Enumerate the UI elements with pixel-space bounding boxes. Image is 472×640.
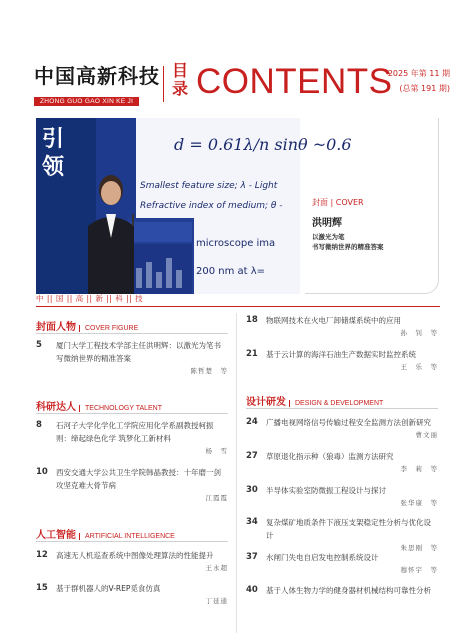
entry-author: 孙 钊 等 [400,329,438,337]
contents-heading: CONTENTS [196,62,393,101]
entry-author: 张华康 等 [400,499,438,507]
header-divider [163,66,164,102]
section-header-technology-talent [36,398,162,413]
entry-title: 水闸门失电自启发电控制系统设计 [266,553,379,562]
entry-author: 王 乐 等 [400,363,438,371]
entry-author: 李 莉 等 [400,465,438,473]
section-en: ARTIFICIAL INTELLIGENCE [79,533,175,540]
entry-page: 37 [246,552,258,562]
entry-title: 广播电视网络信号传输过程安全监测方法创新研究 [266,418,431,427]
photo-line-3: microscope ima [196,238,276,249]
cover-desc-line-1: 以激光为笔 [312,233,345,241]
entry-title: 物联网技术在火电厂卸储煤系统中的应用 [266,316,401,325]
issue-info [388,66,450,96]
section-rule [36,333,228,334]
entry-title: 基于人体生物力学的健身器材机械结构可靠性分析 [266,586,431,595]
toc-entry[interactable] [36,549,228,575]
section-rule [36,413,228,414]
entry-page: 8 [36,420,42,430]
entry-author: 朱思刚 等 [400,544,438,552]
entry-author: 王永超 [205,564,228,572]
photo-line-4: 200 nm at λ= [196,266,266,277]
toc-entry[interactable] [246,551,438,577]
entry-title: 草原退化指示种（狼毒）监测方法研究 [266,452,394,461]
cover-person-name: 洪明辉 [312,218,342,229]
entry-author: 丁延通 [205,597,228,605]
photo-line-2: Refractive index of medium; θ - [140,201,283,211]
entry-page: 34 [246,517,258,527]
entry-author: 陈哲楚 等 [190,367,228,375]
toc-entry[interactable] [246,584,446,597]
entry-page: 24 [246,417,258,427]
toc-entry[interactable] [246,314,438,340]
toc-entry[interactable] [36,339,228,378]
entry-title: 半导体实验室防微振工程设计与探讨 [266,486,386,495]
entry-page: 12 [36,550,48,560]
magazine-title: 中国高新科技 [34,64,160,88]
magazine-pinyin: ZHONG GUO GAO XIN KE JI [34,97,139,106]
section-rule [246,408,438,409]
entry-page: 27 [246,451,258,461]
strip-rule [36,306,440,307]
section-cn: 封面人物 [36,322,76,333]
column-divider [236,313,237,633]
photo-formula: d = 0.61λ/n sinθ ~0.6 [174,135,352,154]
toc-entry[interactable] [246,416,438,442]
toc-entry[interactable] [246,516,438,555]
section-cn: 人工智能 [36,530,76,541]
section-cn: 科研达人 [36,402,76,413]
entry-title: 厦门大学工程技术学部主任洪明辉：以激光为笔书写微纳世界的精准答案 [56,341,221,363]
entry-author: 穆怀宇 等 [400,566,438,574]
entry-page: 40 [246,585,258,595]
toc-entry[interactable] [36,582,228,608]
entry-page: 15 [36,583,48,593]
entry-page: 21 [246,349,258,359]
entry-page: 5 [36,340,42,350]
toc-entry[interactable] [246,348,438,374]
entry-title: 基于群机器人的V-REP觅食仿真 [56,584,161,593]
mulu-label [171,62,189,98]
cover-description [312,232,384,252]
mulu-text: 目 录 [171,61,188,98]
section-en: DESIGN & DEVELOPMENT [289,400,383,407]
photo-side-char-1: 引 [42,127,65,152]
photo-side-char-2: 领 [42,155,65,180]
section-en: COVER FIGURE [79,325,138,332]
toc-entry[interactable] [246,450,438,476]
section-rule [36,541,228,542]
entry-author: 曹文丽 [415,431,438,439]
entry-title: 西安交通大学公共卫生学院韩晶教授：十年磨一剑 攻坚克难大骨节病 [56,468,221,490]
entry-page: 18 [246,315,258,325]
section-cn: 设计研发 [246,397,286,408]
cover-label: 封面 | COVER [312,198,364,207]
section-header-cover-figure [36,318,138,333]
section-header-design-development [246,393,383,408]
section-header-artificial-intelligence [36,526,175,541]
entry-title: 基于云计算的海洋石油生产数据实时监控系统 [266,350,416,359]
section-strip: 中 || 国 || 高 || 新 || 科 || 技 [36,294,144,303]
entry-author: 江霞霞 [205,494,228,502]
entry-page: 10 [36,467,48,477]
cover-desc-line-2: 书写微纳世界的精准答案 [312,243,384,251]
section-en: TECHNOLOGY TALENT [79,405,162,412]
issue-number: 2025 年第 11 期 [387,69,450,78]
masthead [34,64,164,107]
issue-total: (总第 191 期) [399,84,450,93]
entry-author: 杨 雪 [205,447,228,455]
toc-entry[interactable] [36,419,228,458]
entry-page: 30 [246,485,258,495]
toc-entry[interactable] [36,466,228,505]
entry-title: 复杂煤矿地质条件下液压支架稳定性分析与优化设计 [266,518,431,540]
photo-line-1: Smallest feature size; λ - Light [140,181,278,191]
entry-title: 石河子大学化学化工学院应用化学系副教授柯振则：缔起绿色化学 筑梦化工新材料 [56,421,214,443]
entry-title: 高速无人机巡查系统中图像处理算法的性能提升 [56,551,214,560]
toc-entry[interactable] [246,484,438,510]
